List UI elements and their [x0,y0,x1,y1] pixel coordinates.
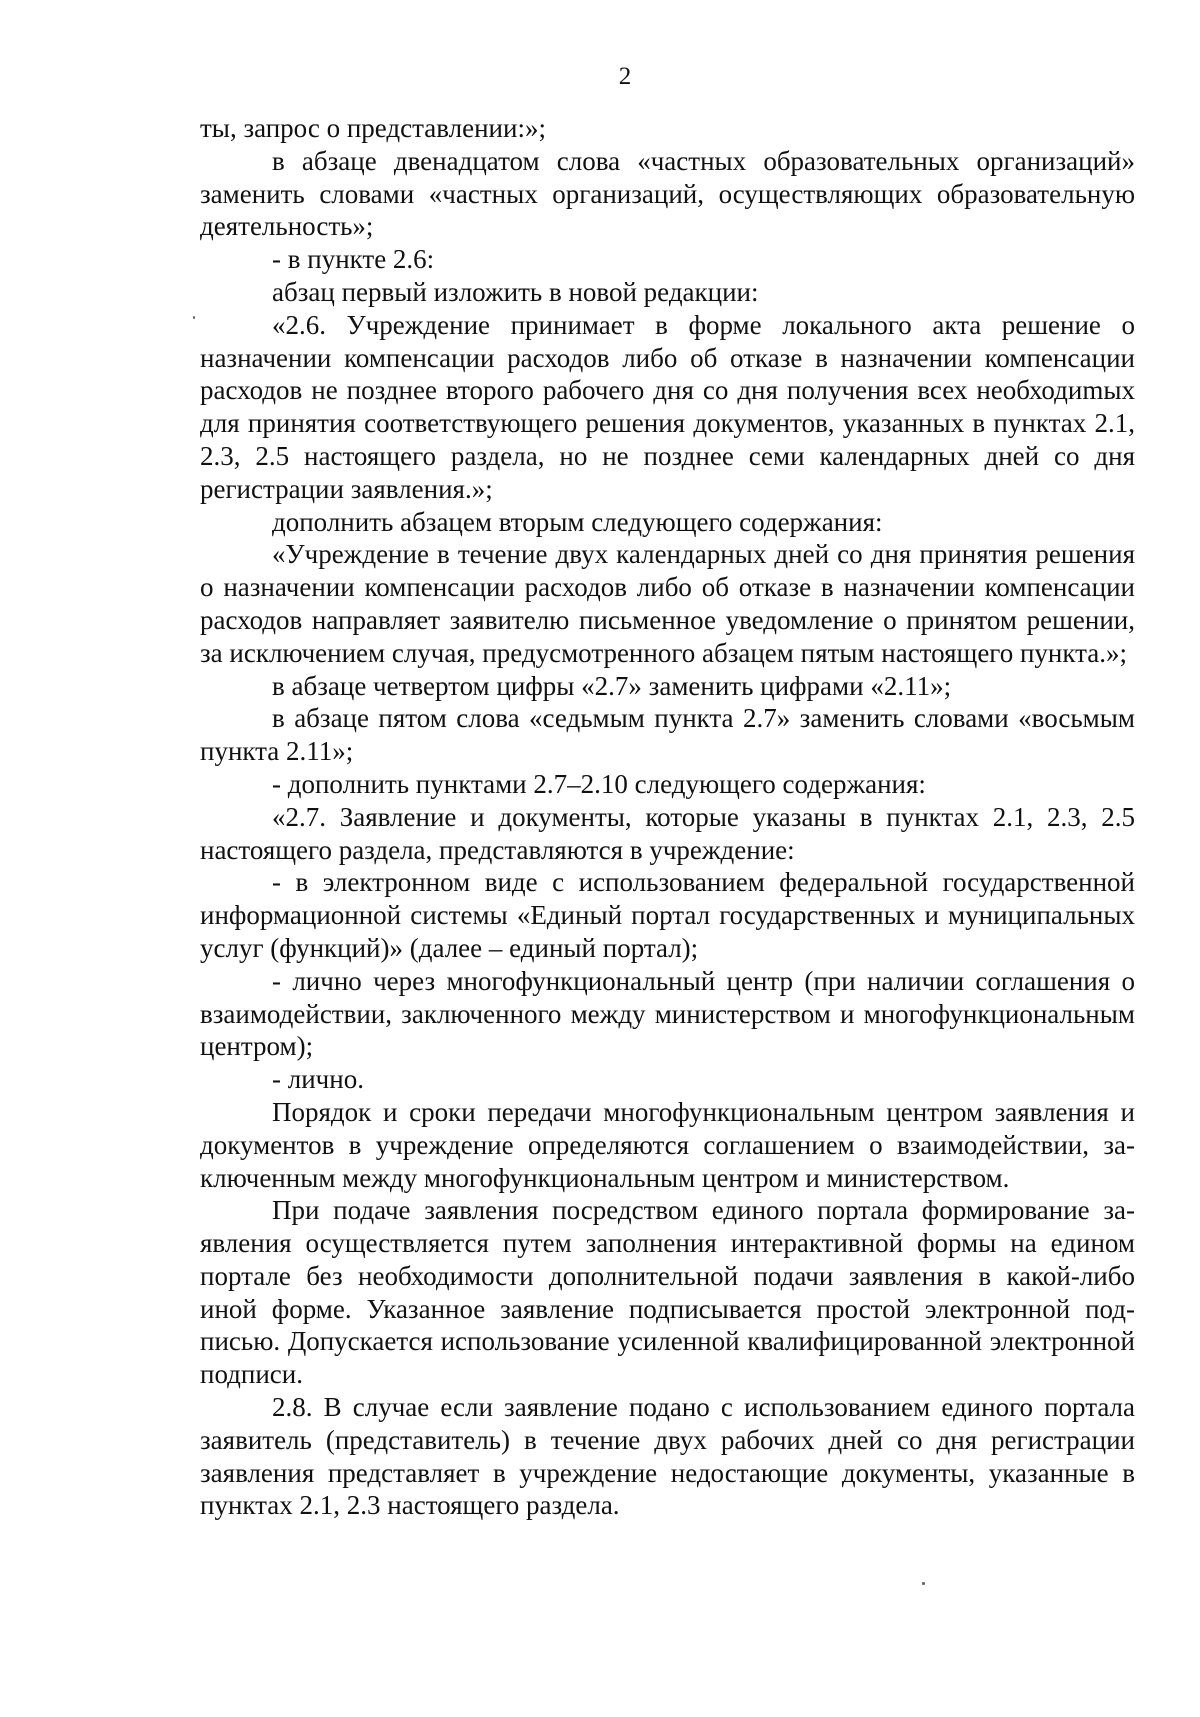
paragraph-fourth-abzac: в абзаце четвертом цифры «2.7» заменить цифрами «2.11»; [272,670,952,701]
paragraph-item-2-6-heading: - в пункте 2.6: [272,244,435,275]
paragraph-continuation: ты, запрос о представлении:»; [200,113,546,143]
paragraph-twelfth-abzac: в абзаце двенадцатом слова «частных образовательных организаций» заменить словами «частных организаций, осуществляющих образовательную деятельность»; [200,145,1135,242]
paragraph-portal-submission: При подаче заявления посредством единого портала формирование заявления осуществляется путем заполнения интерактивной формы на едином портале без необходимости дополнительной подачи заявления в какой-либо иной форме. Указанное заявление подписывается простой электронной подписью. Допускается использование усиленной квалифицированной электронной подписи. [200,1195,1135,1390]
scan-speck [193,316,195,319]
paragraph-first-abzac-new-edition: абзац первый изложить в новой редакции: [272,276,759,307]
paragraph-add-items-2-7-2-10: - дополнить пунктами 2.7–2.10 следующего содержания: [272,768,926,799]
paragraph-electronic-submission: - в электронном виде с использованием федеральной государственной информационной системы «Единый портал государственных и муниципальных услуг (функций)» (далее – единый портал); [200,867,1135,963]
paragraph-clause-2-8: 2.8. В случае если заявление подано с использованием единого портала заявитель (представитель) в течение двух рабочих дней со дня регистрации заявления представляет в учреждение недостающие документы, указанные в пунктах 2.1, 2.3 настоящего раздела. [200,1392,1135,1521]
document-body [200,112,1135,1522]
paragraph-transfer-procedure: Порядок и сроки передачи многофункциональным центром заявления и документов в учреждение определяются соглашением о взаимодействии, заключенным между многофункциональным центром и министерством. [200,1096,1135,1193]
paragraph-clause-2-6: «2.6. Учреждение принимает в форме локального акта решение о назначении компенсации расходов либо об отказе в назначении компенсации расходов не позднее второго рабочего дня со дня получения всех необходиmых для принятия соответствующего решения документов, указанных в пунктах 2.1, 2.3, 2.5 настоящего раздела, но не позднее семи календарных дней со дня регистрации заявления.»; [200,309,1135,504]
paragraph-notification: «Учреждение в течение двух календарных дней со дня принятия решения о назначении компенсации расходов либо об отказе в назначении компенсации расходов направляет заявителю письменное уведомление о принятом решении, за исключением случая, предусмотренного абзацем пятым настоящего пункта.»; [200,539,1135,668]
paragraph-personal-submission: - лично. [272,1064,364,1095]
scan-speck [922,1582,925,1585]
paragraph-fifth-abzac: в абзаце пятом слова «седьмым пункта 2.7» заменить словами «восьмым пункта 2.11»; [200,703,1135,767]
page-number: 2 [618,63,632,90]
paragraph-clause-2-7: «2.7. Заявление и документы, которые указаны в пунктах 2.1, 2.3, 2.5 настоящего раздела, представляются в учреждение: [200,801,1135,865]
paragraph-mfc-submission: - лично через многофункциональный центр (при наличии соглашения о взаимодействии, заключенного между министерством и многофункциональным центром); [200,965,1135,1062]
paragraph-add-second-abzac: дополнить абзацем вторым следующего содержания: [272,506,883,537]
